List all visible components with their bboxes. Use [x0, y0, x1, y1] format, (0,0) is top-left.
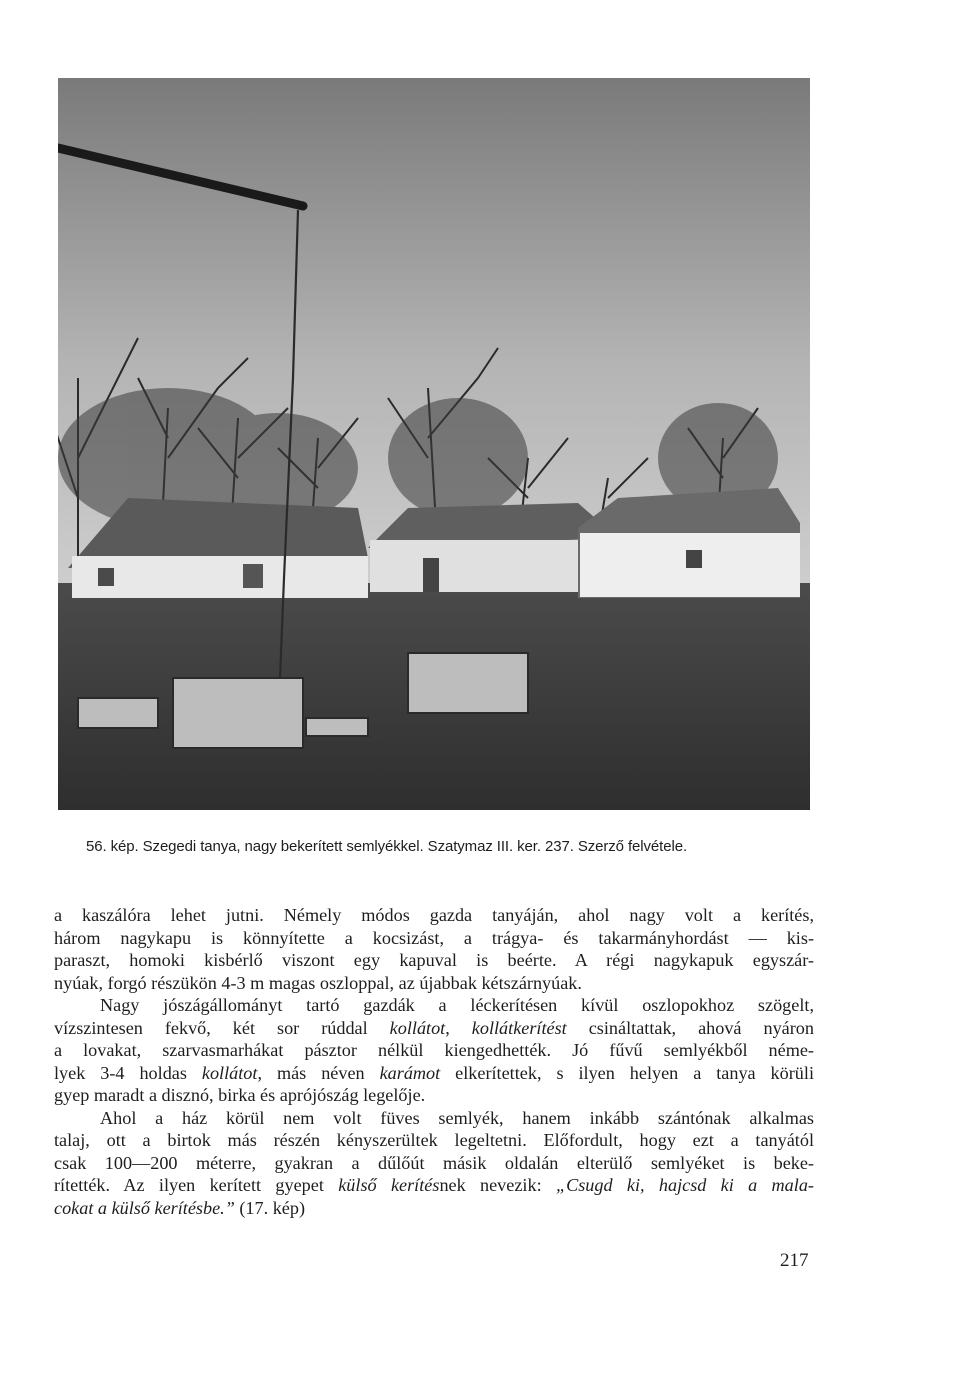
term-karam: karámot — [379, 1062, 441, 1083]
text-line: paraszt, homoki kisbérlő viszont egy kapuval is beérte. A régi nagykapuk egyszár- — [54, 950, 814, 970]
text-line: nyúak, forgó részükön 4-3 m magas oszloppal, az újabbak kétszárnyúak. — [54, 972, 582, 993]
text-line: a kaszálóra lehet jutni. Némely módos gazda tanyáján, ahol nagy volt a kerítés, — [54, 905, 814, 925]
paragraph-2 — [54, 994, 814, 1107]
quote: „Csugd ki, hajcsd ki a mala- — [555, 1175, 814, 1195]
paragraph-1 — [54, 904, 814, 994]
text-line: lyek 3-4 holdas kollátot, más néven karámot elkerítettek, s ilyen helyen a tanya körüli — [54, 1062, 814, 1083]
text-line: talaj, ott a birtok más részén kényszerültek legeltetni. Előfordult, hogy ezt a tanyától — [54, 1130, 814, 1150]
tanya-photograph — [58, 78, 810, 810]
term-kollatkerites: kollátkerítést — [471, 1017, 567, 1038]
paragraph-3 — [54, 1107, 814, 1220]
term-kollat: kollátot — [201, 1062, 258, 1083]
text-line: gyep maradt a disznó, birka és aprójószág legelője. — [54, 1085, 426, 1105]
term-kulso-kerites: külső kerítés — [338, 1175, 440, 1195]
body-text — [54, 904, 814, 1219]
text-line: Ahol a ház körül nem volt füves semlyék, hanem inkább szántónak alkalmas — [100, 1107, 814, 1128]
photo-caption: 56. kép. Szegedi tanya, nagy bekerített semlyékkel. Szatymaz III. ker. 237. Szerző felvétele. — [86, 838, 688, 855]
text-line: Nagy jószágállományt tartó gazdák a léckerítésen kívül oszlopokhoz szögelt, — [100, 995, 814, 1015]
text-line: három nagykapu is könnyítette a kocsizást, a trágya- és takarmányhordást — kis- — [54, 927, 814, 948]
text-line: rítették. Az ilyen kerített gyepet külső kerítésnek nevezik: „Csugd ki, hajcsd ki a mala- — [54, 1175, 814, 1195]
text-line: csak 100—200 méterre, gyakran a dűlőút másik oldalán elterülő semlyéket is beke- — [54, 1152, 814, 1173]
quote: cokat a külső kerítésbe.” — [54, 1197, 235, 1218]
text-line: a lovakat, szarvasmarhákat pásztor nélkül kiengedhették. Jó fűvű semlyékből néme- — [54, 1040, 814, 1060]
page-number: 217 — [780, 1250, 809, 1271]
text-line: vízszintesen fekvő, két sor rúddal kollátot, kollátkerítést csináltattak, ahová nyáron — [54, 1017, 814, 1038]
text-line: cokat a külső kerítésbe.” (17. kép) — [54, 1197, 306, 1218]
term-kollat: kollátot — [389, 1017, 446, 1038]
